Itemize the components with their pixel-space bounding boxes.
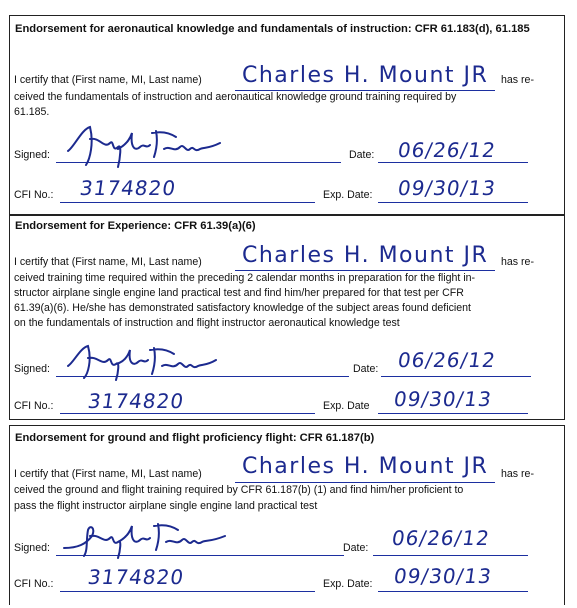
handwritten-exp-date[interactable]: 09/30/13 (392, 564, 494, 588)
signed-label: Signed: (14, 149, 50, 161)
exp-date-label: Exp. Date: (323, 189, 373, 201)
handwritten-name[interactable]: Charles H. Mount JR (242, 63, 489, 88)
handwritten-cfi-number[interactable]: 3174820 (86, 389, 186, 413)
handwritten-exp-date[interactable]: 09/30/13 (392, 387, 494, 411)
body-line: pass the flight instructor airplane single engine land practical test (14, 500, 318, 512)
section-title: Endorsement for aeronautical knowledge and fundamentals of instruction: CFR 61.183(d), 61.185 (15, 23, 530, 35)
endorsement-section-knowledge (9, 15, 565, 215)
cfi-line (60, 413, 315, 414)
certify-suffix: has re- (501, 74, 534, 86)
instructor-signature[interactable] (62, 340, 222, 382)
handwritten-name[interactable]: Charles H. Mount JR (242, 243, 489, 268)
cfi-line (60, 591, 315, 592)
certify-suffix: has re- (501, 468, 534, 480)
cfi-label: CFI No.: (14, 189, 54, 201)
instructor-signature[interactable] (60, 514, 235, 562)
exp-date-label: Exp. Date: (323, 578, 373, 590)
cfi-label: CFI No.: (14, 578, 54, 590)
certify-suffix: has re- (501, 256, 534, 268)
date-line (378, 162, 528, 163)
instructor-signature[interactable] (60, 119, 230, 169)
exp-date-line (378, 413, 528, 414)
signed-label: Signed: (14, 363, 50, 375)
certify-prefix: I certify that (First name, MI, Last name) (14, 256, 202, 268)
section-title: Endorsement for ground and flight proficiency flight: CFR 61.187(b) (15, 432, 375, 444)
handwritten-date[interactable]: 06/26/12 (390, 526, 492, 550)
cfi-label: CFI No.: (14, 400, 54, 412)
handwritten-exp-date[interactable]: 09/30/13 (396, 176, 498, 200)
certify-prefix: I certify that (First name, MI, Last name) (14, 74, 202, 86)
handwritten-cfi-number[interactable]: 3174820 (86, 565, 186, 589)
handwritten-name[interactable]: Charles H. Mount JR (242, 454, 489, 479)
exp-date-line (378, 202, 528, 203)
date-label: Date: (343, 542, 369, 554)
body-line: structor airplane single engine land practical test and find him/her prepared for that test per CFR (14, 287, 464, 299)
date-label: Date: (353, 363, 379, 375)
cfi-line (60, 202, 315, 203)
endorsement-section-experience (9, 215, 565, 420)
body-line: ceived the fundamentals of instruction and aeronautical knowledge ground training required by (14, 91, 457, 103)
date-label: Date: (349, 149, 375, 161)
body-line: ceived the ground and flight training required by CFR 61.187(b) (1) and find him/her proficient to (14, 484, 464, 496)
body-line: 61.39(a)(6). He/she has demonstrated satisfactory knowledge of the subject areas found deficient (14, 302, 471, 314)
body-line: ceived training time required within the preceding 2 calendar months in preparation for the flight in- (14, 272, 476, 284)
handwritten-date[interactable]: 06/26/12 (396, 138, 498, 162)
handwritten-date[interactable]: 06/26/12 (396, 348, 498, 372)
body-line: 61.185. (14, 106, 50, 118)
signed-label: Signed: (14, 542, 50, 554)
date-line (381, 376, 531, 377)
section-title: Endorsement for Experience: CFR 61.39(a)(6) (15, 220, 256, 232)
exp-date-label: Exp. Date (323, 400, 370, 412)
exp-date-line (378, 591, 528, 592)
handwritten-cfi-number[interactable]: 3174820 (78, 176, 178, 200)
endorsement-section-proficiency (9, 425, 565, 605)
certify-prefix: I certify that (First name, MI, Last name) (14, 468, 202, 480)
body-line: on the fundamentals of instruction and flight instructor aeronautical knowledge test (14, 317, 400, 329)
date-line (373, 555, 528, 556)
